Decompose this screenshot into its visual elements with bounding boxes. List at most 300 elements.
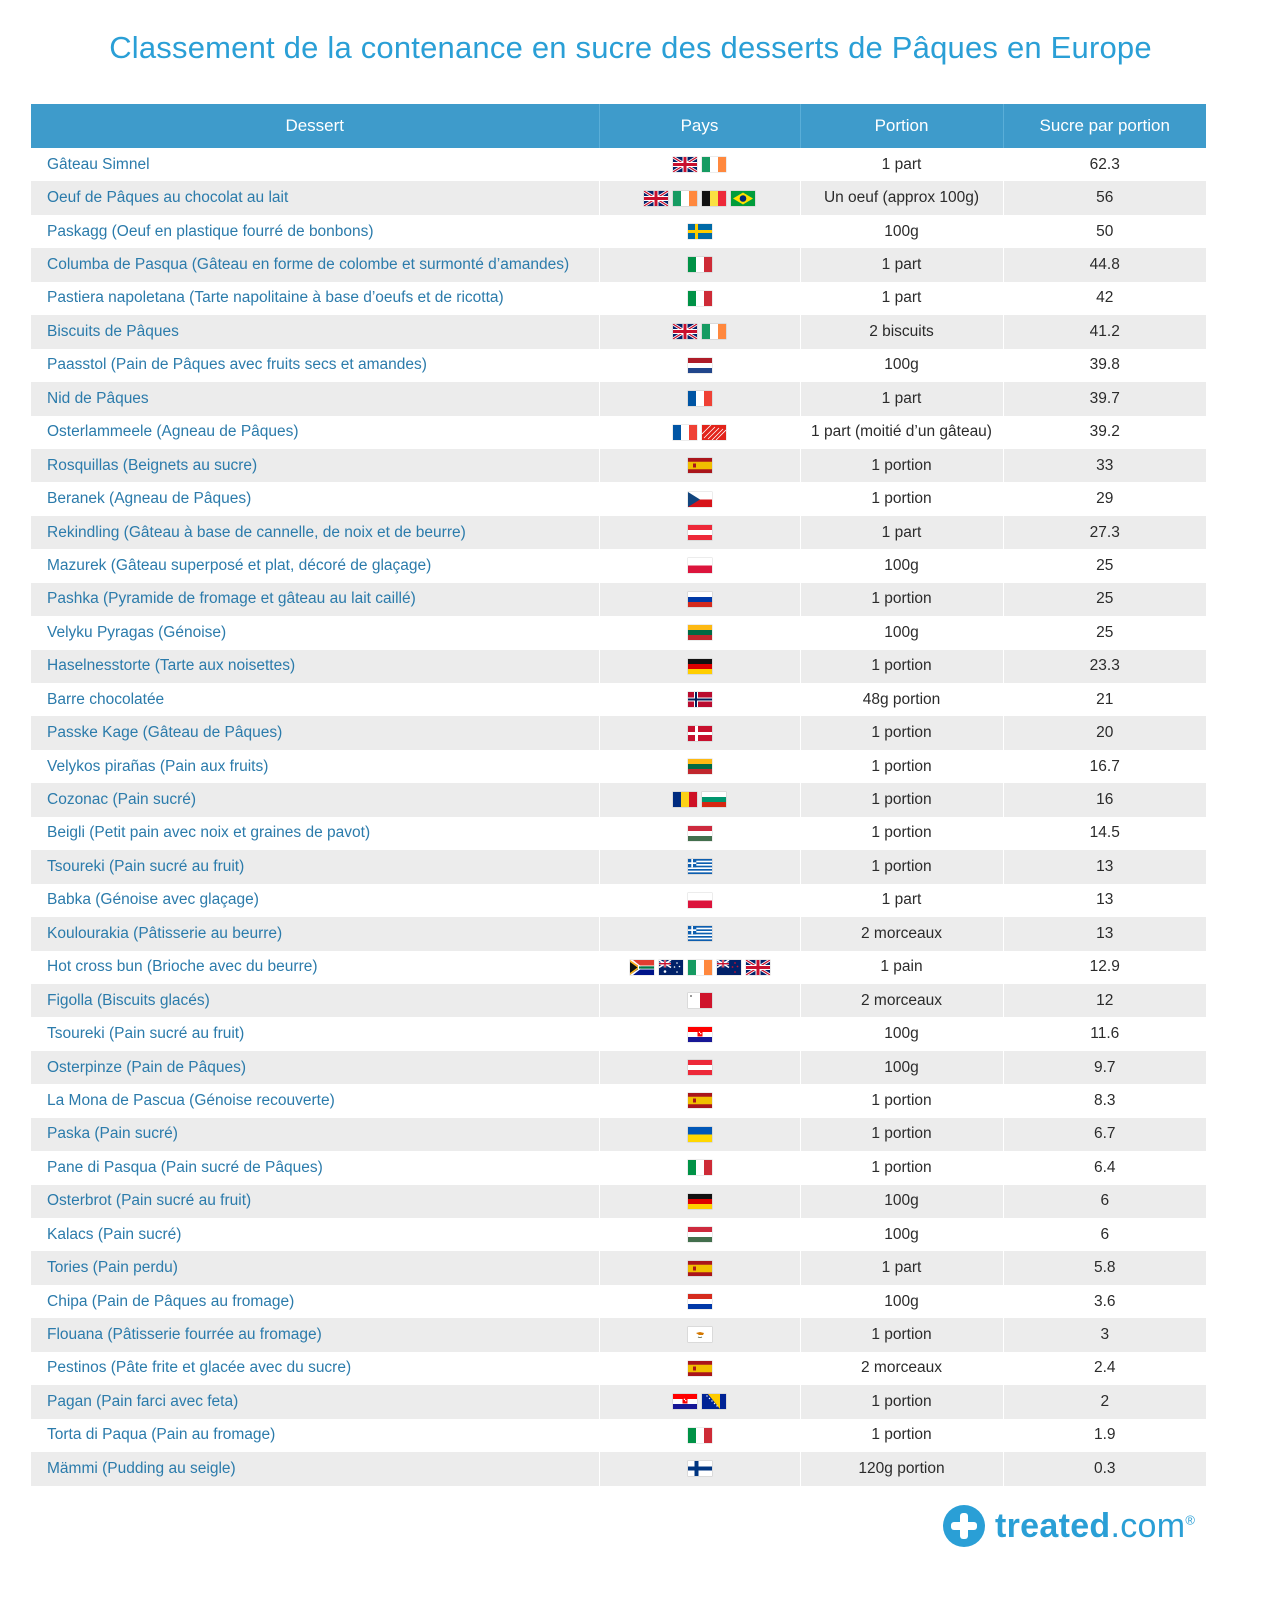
flag-ro-icon [673, 792, 697, 807]
country-cell [599, 1118, 800, 1151]
country-cell [599, 1185, 800, 1218]
dessert-cell: Biscuits de Pâques [31, 315, 599, 348]
flag-fi-icon [688, 1461, 712, 1476]
flag-dk-icon [688, 726, 712, 741]
logo-brand: treated [995, 1506, 1111, 1545]
dessert-cell: Haselnesstorte (Tarte aux noisettes) [31, 650, 599, 683]
sugar-cell: 16.7 [1003, 750, 1206, 783]
dessert-cell: Gâteau Simnel [31, 148, 599, 181]
flag-hu-icon [688, 826, 712, 841]
table-row [31, 1084, 1206, 1117]
country-cell [599, 516, 800, 549]
country-cell [599, 1419, 800, 1452]
country-cell [599, 884, 800, 917]
flag-ba-icon [702, 1394, 726, 1409]
flag-group [688, 1160, 712, 1175]
dessert-cell: Pastiera napoletana (Tarte napolitaine à base d’oeufs et de ricotta) [31, 282, 599, 315]
sugar-cell: 2 [1003, 1385, 1206, 1418]
flag-ru-icon [688, 592, 712, 607]
dessert-cell: Cozonac (Pain sucré) [31, 783, 599, 816]
dessert-cell: Pashka (Pyramide de fromage et gâteau au lait caillé) [31, 583, 599, 616]
table-row [31, 1352, 1206, 1385]
table-row [31, 1419, 1206, 1452]
sugar-cell: 25 [1003, 549, 1206, 582]
flag-gb-icon [673, 157, 697, 172]
country-cell [599, 1352, 800, 1385]
sugar-cell: 21 [1003, 683, 1206, 716]
flag-pl-icon [688, 558, 712, 573]
table-row [31, 1318, 1206, 1351]
flag-gr-icon [688, 859, 712, 874]
flag-group [688, 759, 712, 774]
portion-cell: 48g portion [800, 683, 1003, 716]
country-cell [599, 1385, 800, 1418]
portion-cell: 2 morceaux [800, 917, 1003, 950]
table-row [31, 750, 1206, 783]
flag-no-icon [688, 692, 712, 707]
portion-cell: 1 part [800, 1251, 1003, 1284]
flag-group [688, 558, 712, 573]
portion-cell: 1 portion [800, 583, 1003, 616]
flag-group [673, 425, 726, 440]
portion-cell: 1 portion [800, 783, 1003, 816]
sugar-cell: 33 [1003, 449, 1206, 482]
flag-br-icon [731, 191, 755, 206]
sugar-cell: 6.4 [1003, 1151, 1206, 1184]
flag-hr-icon [673, 1394, 697, 1409]
dessert-cell: Pagan (Pain farci avec feta) [31, 1385, 599, 1418]
dessert-cell: Osterlammeele (Agneau de Pâques) [31, 416, 599, 449]
table-row [31, 148, 1206, 181]
dessert-cell: Passke Kage (Gâteau de Pâques) [31, 716, 599, 749]
dessert-cell: Chipa (Pain de Pâques au fromage) [31, 1285, 599, 1318]
table-row [31, 315, 1206, 348]
country-cell [599, 248, 800, 281]
dessert-cell: Tsoureki (Pain sucré au fruit) [31, 850, 599, 883]
sugar-cell: 11.6 [1003, 1017, 1206, 1050]
sugar-cell: 44.8 [1003, 248, 1206, 281]
flag-ie-icon [702, 324, 726, 339]
dessert-cell: Velykos pirañas (Pain aux fruits) [31, 750, 599, 783]
portion-cell: 2 biscuits [800, 315, 1003, 348]
flag-se-icon [688, 224, 712, 239]
table-row [31, 583, 1206, 616]
portion-cell: 1 portion [800, 1385, 1003, 1418]
sugar-cell: 25 [1003, 616, 1206, 649]
flag-group [688, 257, 712, 272]
country-cell [599, 917, 800, 950]
country-cell [599, 850, 800, 883]
flag-be-icon [702, 191, 726, 206]
portion-cell: 100g [800, 1185, 1003, 1218]
cross-icon [943, 1505, 985, 1547]
flag-gb-icon [746, 960, 770, 975]
flag-group [688, 1461, 712, 1476]
flag-bg-icon [702, 792, 726, 807]
country-cell [599, 1452, 800, 1485]
sugar-cell: 56 [1003, 181, 1206, 214]
flag-fr-icon [688, 391, 712, 406]
flag-nl-icon [688, 358, 712, 373]
portion-cell: 1 portion [800, 1419, 1003, 1452]
logo-reg: ® [1185, 1512, 1196, 1528]
sugar-cell: 2.4 [1003, 1352, 1206, 1385]
flag-group [688, 291, 712, 306]
flag-ua-icon [688, 1127, 712, 1142]
treated-logo[interactable] [943, 1505, 1195, 1547]
sugar-cell: 42 [1003, 282, 1206, 315]
flag-hr-icon [688, 1027, 712, 1042]
dessert-cell: Nid de Pâques [31, 382, 599, 415]
table-row [31, 650, 1206, 683]
country-cell [599, 349, 800, 382]
portion-cell: 1 portion [800, 1151, 1003, 1184]
flag-group [688, 1261, 712, 1276]
dessert-cell: Osterbrot (Pain sucré au fruit) [31, 1185, 599, 1218]
logo-text [995, 1507, 1195, 1546]
flag-group [673, 1394, 726, 1409]
logo-tld: .com [1110, 1506, 1186, 1545]
country-cell [599, 783, 800, 816]
country-cell [599, 148, 800, 181]
table-row [31, 282, 1206, 315]
table-row [31, 917, 1206, 950]
sugar-cell: 39.2 [1003, 416, 1206, 449]
sugar-cell: 8.3 [1003, 1084, 1206, 1117]
table-row [31, 1218, 1206, 1251]
portion-cell: 1 part [800, 382, 1003, 415]
sugar-cell: 16 [1003, 783, 1206, 816]
flag-group [688, 826, 712, 841]
country-cell [599, 215, 800, 248]
table-row [31, 850, 1206, 883]
flag-group [688, 859, 712, 874]
portion-cell: 1 part [800, 248, 1003, 281]
sugar-cell: 39.7 [1003, 382, 1206, 415]
dessert-cell: La Mona de Pascua (Génoise recouverte) [31, 1084, 599, 1117]
portion-cell: 1 portion [800, 750, 1003, 783]
header-dessert[interactable]: Dessert [31, 104, 599, 148]
dessert-cell: Paskagg (Oeuf en plastique fourré de bonbons) [31, 215, 599, 248]
flag-at-icon [688, 1060, 712, 1075]
sugar-cell: 39.8 [1003, 349, 1206, 382]
table-row [31, 248, 1206, 281]
dessert-cell: Columba de Pasqua (Gâteau en forme de colombe et surmonté d’amandes) [31, 248, 599, 281]
portion-cell: 1 portion [800, 1118, 1003, 1151]
flag-fr-icon [673, 425, 697, 440]
header-portion[interactable]: Portion [800, 104, 1003, 148]
table-row [31, 984, 1206, 1017]
table-row [31, 1118, 1206, 1151]
portion-cell: 100g [800, 1017, 1003, 1050]
dessert-cell: Barre chocolatée [31, 683, 599, 716]
sugar-cell: 62.3 [1003, 148, 1206, 181]
dessert-cell: Beigli (Petit pain avec noix et graines de pavot) [31, 817, 599, 850]
dessert-cell: Pestinos (Pâte frite et glacée avec du sucre) [31, 1352, 599, 1385]
country-cell [599, 1017, 800, 1050]
flag-group [688, 1127, 712, 1142]
dessert-cell: Mazurek (Gâteau superposé et plat, décoré de glaçage) [31, 549, 599, 582]
flag-mt-icon [688, 993, 712, 1008]
portion-cell: 1 portion [800, 817, 1003, 850]
dessert-cell: Babka (Génoise avec glaçage) [31, 884, 599, 917]
portion-cell: Un oeuf (approx 100g) [800, 181, 1003, 214]
portion-cell: 1 part [800, 516, 1003, 549]
flag-group [688, 1294, 712, 1309]
sugar-cell: 41.2 [1003, 315, 1206, 348]
flag-group [688, 625, 712, 640]
flag-ie-icon [688, 960, 712, 975]
table-row [31, 716, 1206, 749]
dessert-cell: Tsoureki (Pain sucré au fruit) [31, 1017, 599, 1050]
flag-pl-icon [688, 893, 712, 908]
sugar-cell: 6 [1003, 1218, 1206, 1251]
country-cell [599, 1251, 800, 1284]
portion-cell: 1 portion [800, 1318, 1003, 1351]
flag-au-icon [659, 960, 683, 975]
header-country[interactable]: Pays [599, 104, 800, 148]
sugar-cell: 3 [1003, 1318, 1206, 1351]
flag-group [688, 659, 712, 674]
flag-lt-icon [688, 625, 712, 640]
country-cell [599, 683, 800, 716]
flag-group [688, 1194, 712, 1209]
table-row [31, 181, 1206, 214]
dessert-cell: Velyku Pyragas (Génoise) [31, 616, 599, 649]
portion-cell: 1 pain [800, 951, 1003, 984]
sugar-cell: 23.3 [1003, 650, 1206, 683]
flag-de-icon [688, 1194, 712, 1209]
flag-group [688, 1428, 712, 1443]
flag-cz-icon [688, 492, 712, 507]
table-row [31, 549, 1206, 582]
sugar-cell: 12 [1003, 984, 1206, 1017]
flag-es-icon [688, 458, 712, 473]
table-row [31, 1017, 1206, 1050]
dessert-cell: Kalacs (Pain sucré) [31, 1218, 599, 1251]
country-cell [599, 984, 800, 1017]
flag-group [688, 1227, 712, 1242]
portion-cell: 2 morceaux [800, 1352, 1003, 1385]
flag-it-icon [688, 291, 712, 306]
flag-group [673, 324, 726, 339]
flag-it-icon [688, 1428, 712, 1443]
flag-es-icon [688, 1093, 712, 1108]
dessert-cell: Rekindling (Gâteau à base de cannelle, de noix et de beurre) [31, 516, 599, 549]
flag-group [688, 1093, 712, 1108]
flag-es-icon [688, 1261, 712, 1276]
flag-de-icon [688, 659, 712, 674]
dessert-cell: Hot cross bun (Brioche avec du beurre) [31, 951, 599, 984]
sugar-cell: 5.8 [1003, 1251, 1206, 1284]
sugar-cell: 3.6 [1003, 1285, 1206, 1318]
flag-group [630, 960, 770, 975]
flag-lt-icon [688, 759, 712, 774]
table-row [31, 1185, 1206, 1218]
table-row [31, 1385, 1206, 1418]
table-row [31, 1285, 1206, 1318]
dessert-cell: Rosquillas (Beignets au sucre) [31, 449, 599, 482]
country-cell [599, 1051, 800, 1084]
table-row [31, 349, 1206, 382]
sugar-cell: 29 [1003, 482, 1206, 515]
table-row [31, 1452, 1206, 1485]
sugar-cell: 50 [1003, 215, 1206, 248]
dessert-cell: Beranek (Agneau de Pâques) [31, 482, 599, 515]
country-cell [599, 1218, 800, 1251]
table-row [31, 1151, 1206, 1184]
table-row [31, 1251, 1206, 1284]
table-row [31, 1051, 1206, 1084]
country-cell [599, 416, 800, 449]
sugar-cell: 9.7 [1003, 1051, 1206, 1084]
country-cell [599, 282, 800, 315]
flag-gr-icon [688, 926, 712, 941]
country-cell [599, 616, 800, 649]
flag-it-icon [688, 1160, 712, 1175]
flag-nz-icon [717, 960, 741, 975]
country-cell [599, 315, 800, 348]
country-cell [599, 549, 800, 582]
flag-group [688, 926, 712, 941]
dessert-cell: Flouana (Pâtisserie fourrée au fromage) [31, 1318, 599, 1351]
portion-cell: 1 part (moitié d’un gâteau) [800, 416, 1003, 449]
flag-group [688, 391, 712, 406]
portion-cell: 100g [800, 349, 1003, 382]
table-row [31, 449, 1206, 482]
dessert-cell: Figolla (Biscuits glacés) [31, 984, 599, 1017]
dessert-cell: Paasstol (Pain de Pâques avec fruits secs et amandes) [31, 349, 599, 382]
flag-group [688, 492, 712, 507]
table-row [31, 416, 1206, 449]
country-cell [599, 650, 800, 683]
dessert-cell: Koulourakia (Pâtisserie au beurre) [31, 917, 599, 950]
flag-py-icon [688, 1294, 712, 1309]
flag-group [688, 1361, 712, 1376]
portion-cell: 100g [800, 616, 1003, 649]
flag-group [688, 993, 712, 1008]
country-cell [599, 1285, 800, 1318]
table-body [31, 148, 1206, 1486]
sugar-cell: 13 [1003, 850, 1206, 883]
sugar-cell: 14.5 [1003, 817, 1206, 850]
flag-group [688, 1327, 712, 1342]
flag-group [688, 893, 712, 908]
dessert-cell: Mämmi (Pudding au seigle) [31, 1452, 599, 1485]
sugar-cell: 0.3 [1003, 1452, 1206, 1485]
flag-es-icon [688, 1361, 712, 1376]
sugar-cell: 27.3 [1003, 516, 1206, 549]
flag-group [688, 358, 712, 373]
sugar-cell: 13 [1003, 917, 1206, 950]
table-row [31, 382, 1206, 415]
flag-gb-icon [644, 191, 668, 206]
portion-cell: 100g [800, 215, 1003, 248]
portion-cell: 1 portion [800, 1084, 1003, 1117]
portion-cell: 1 portion [800, 449, 1003, 482]
portion-cell: 1 portion [800, 716, 1003, 749]
flag-group [673, 157, 726, 172]
flag-group [644, 191, 755, 206]
portion-cell: 1 portion [800, 650, 1003, 683]
flag-group [688, 224, 712, 239]
portion-cell: 1 part [800, 148, 1003, 181]
table-header-row [31, 104, 1206, 148]
portion-cell: 100g [800, 1218, 1003, 1251]
portion-cell: 100g [800, 1051, 1003, 1084]
dessert-cell: Tories (Pain perdu) [31, 1251, 599, 1284]
flag-cy-icon [688, 1327, 712, 1342]
sugar-cell: 6.7 [1003, 1118, 1206, 1151]
table-row [31, 817, 1206, 850]
country-cell [599, 449, 800, 482]
flag-group [688, 592, 712, 607]
sugar-cell: 20 [1003, 716, 1206, 749]
sugar-cell: 13 [1003, 884, 1206, 917]
flag-za-icon [630, 960, 654, 975]
sugar-cell: 6 [1003, 1185, 1206, 1218]
country-cell [599, 382, 800, 415]
country-cell [599, 1151, 800, 1184]
dessert-cell: Pane di Pasqua (Pain sucré de Pâques) [31, 1151, 599, 1184]
portion-cell: 1 portion [800, 850, 1003, 883]
table-row [31, 215, 1206, 248]
country-cell [599, 1318, 800, 1351]
sugar-cell: 25 [1003, 583, 1206, 616]
country-cell [599, 583, 800, 616]
table-row [31, 951, 1206, 984]
table-row [31, 516, 1206, 549]
dessert-cell: Torta di Paqua (Pain au fromage) [31, 1419, 599, 1452]
flag-group [688, 458, 712, 473]
table-row [31, 783, 1206, 816]
flag-als-icon [702, 425, 726, 440]
sugar-cell: 12.9 [1003, 951, 1206, 984]
portion-cell: 1 portion [800, 482, 1003, 515]
country-cell [599, 482, 800, 515]
country-cell [599, 750, 800, 783]
flag-gb-icon [673, 324, 697, 339]
flag-ie-icon [673, 191, 697, 206]
header-sugar[interactable]: Sucre par portion [1003, 104, 1206, 148]
portion-cell: 100g [800, 549, 1003, 582]
table-row [31, 683, 1206, 716]
flag-group [688, 726, 712, 741]
table-row [31, 482, 1206, 515]
country-cell [599, 716, 800, 749]
dessert-cell: Oeuf de Pâques au chocolat au lait [31, 181, 599, 214]
country-cell [599, 817, 800, 850]
flag-group [688, 692, 712, 707]
portion-cell: 120g portion [800, 1452, 1003, 1485]
portion-cell: 1 part [800, 884, 1003, 917]
sugar-table [31, 104, 1206, 1486]
country-cell [599, 951, 800, 984]
flag-hu-icon [688, 1227, 712, 1242]
flag-it-icon [688, 257, 712, 272]
sugar-cell: 1.9 [1003, 1419, 1206, 1452]
flag-group [688, 525, 712, 540]
page-title: Classement de la contenance en sucre des desserts de Pâques en Europe [109, 30, 1152, 65]
portion-cell: 1 part [800, 282, 1003, 315]
country-cell [599, 1084, 800, 1117]
table-row [31, 884, 1206, 917]
table-row [31, 616, 1206, 649]
dessert-cell: Paska (Pain sucré) [31, 1118, 599, 1151]
portion-cell: 2 morceaux [800, 984, 1003, 1017]
flag-group [688, 1027, 712, 1042]
portion-cell: 100g [800, 1285, 1003, 1318]
